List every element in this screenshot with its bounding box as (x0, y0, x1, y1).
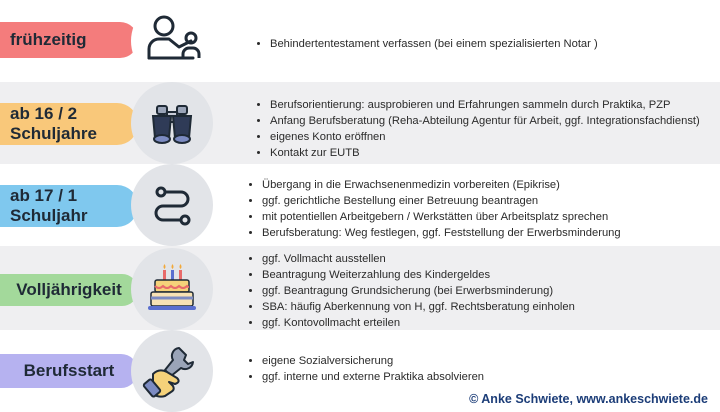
row-ab-17 (0, 164, 720, 246)
list-item: • Behindertentestament verfassen (bei einem spezialisierten Notar ) (270, 36, 598, 52)
birthday-cake-icon (131, 248, 213, 330)
list-item: • ggf. interne und externe Praktika absolvieren (262, 369, 484, 385)
list-item: • Übergang in die Erwachsenenmedizin vorbereiten (Epikrise) (262, 177, 621, 193)
list-item: • mit potentiellen Arbeitgebern / Werkstätten über Arbeitsplatz sprechen (262, 209, 621, 225)
list-item: • Berufsberatung: Weg festlegen, ggf. Feststellung der Erwerbsminderung (262, 225, 621, 241)
hand-wrench-icon (131, 330, 213, 412)
binoculars-icon (131, 82, 213, 164)
row-ab-16 (0, 82, 720, 164)
label-volljaehrigkeit: Volljährigkeit (0, 274, 138, 306)
list-item: • ggf. gerichtliche Bestellung einer Betreuung beantragen (262, 193, 621, 209)
copyright-notice: © Anke Schwiete, www.ankeschwiete.de (461, 390, 716, 408)
path-route-icon (131, 164, 213, 246)
bullet-list (254, 97, 700, 161)
bullet-list (246, 353, 484, 385)
list-item: • eigene Sozialversicherung (262, 353, 484, 369)
bullet-list (246, 177, 621, 241)
row-volljaehrigkeit (0, 246, 720, 330)
bullet-list (254, 36, 598, 52)
row-berufsstart (0, 330, 720, 412)
list-item: • eigenes Konto eröffnen (270, 129, 700, 145)
label-ab-16: ab 16 / 2 Schuljahre (0, 103, 138, 145)
label-berufsstart: Berufsstart (0, 354, 138, 388)
list-item: • Anfang Berufsberatung (Reha-Abteilung Agentur für Arbeit, ggf. Integrationsfachdienst) (270, 113, 700, 129)
list-item: • Beantragung Weiterzahlung des Kindergeldes (262, 267, 575, 283)
label-ab-17: ab 17 / 1 Schuljahr (0, 185, 138, 227)
list-item: • SBA: häufig Aberkennung von H, ggf. Rechtsberatung einholen (262, 299, 575, 315)
row-fruehzeitig (0, 0, 720, 82)
list-item: • ggf. Beantragung Grundsicherung (bei Erwerbsminderung) (262, 283, 575, 299)
bullet-list (246, 251, 575, 331)
list-item: • Berufsorientierung: ausprobieren und Erfahrungen sammeln durch Praktika, PZP (270, 97, 700, 113)
person-teaching-icon (131, 0, 213, 82)
list-item: • ggf. Vollmacht ausstellen (262, 251, 575, 267)
list-item: • Kontakt zur EUTB (270, 145, 700, 161)
label-fruehzeitig: frühzeitig (0, 22, 138, 58)
list-item: • ggf. Kontovollmacht erteilen (262, 315, 575, 331)
